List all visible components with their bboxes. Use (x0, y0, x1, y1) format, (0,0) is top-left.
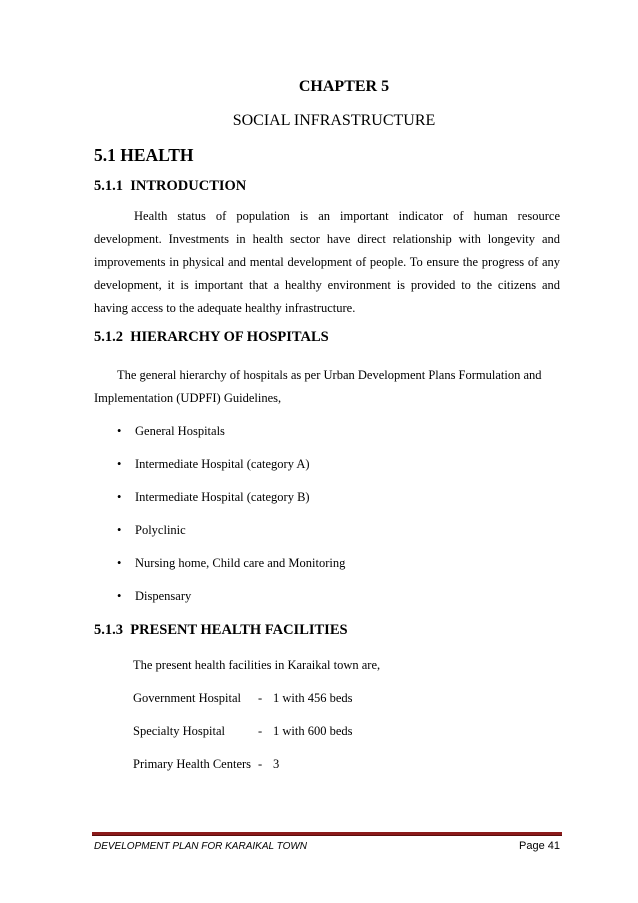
list-item: Dispensary (135, 589, 192, 603)
list-item: Intermediate Hospital (category B) (135, 490, 310, 504)
bullet-icon: • (117, 589, 122, 603)
section-heading-health: 5.1 HEALTH (94, 145, 194, 165)
chapter-number: CHAPTER 5 (298, 78, 390, 95)
bullet-icon: • (117, 424, 122, 438)
facility-value: 1 with 456 beds (273, 691, 353, 705)
bullet-icon: • (117, 490, 122, 504)
bullet-icon: • (117, 556, 122, 570)
bullet-icon: • (117, 523, 122, 537)
introduction-paragraph (94, 205, 560, 320)
list-item: Intermediate Hospital (category A) (135, 457, 310, 471)
introduction-text: Health status of population is an important indicator of human resource development. Investments in health sector have direct relationship with longevity and improvements in physical and mental development of people. To ensure the progress of any development, it is important that a healthy environment is provided to the citizens and having access to the adequate healthy infrastructure. (94, 209, 560, 315)
heading-introduction: 5.1.1 INTRODUCTION (94, 178, 247, 194)
facility-dash: - (258, 691, 263, 705)
chapter-title: SOCIAL INFRASTRUCTURE (232, 112, 436, 129)
heading-present-facilities: 5.1.3 PRESENT HEALTH FACILITIES (94, 622, 348, 638)
list-item: Polyclinic (135, 523, 186, 537)
facility-value: 3 (273, 757, 280, 771)
facility-name: Government Hospital (133, 691, 241, 705)
footer-divider (92, 832, 562, 836)
footer-page-number: Page 41 (519, 840, 560, 852)
hierarchy-intro-line-2: Implementation (UDPFI) Guidelines, (94, 391, 282, 405)
facility-name: Primary Health Centers (133, 757, 252, 771)
facility-dash: - (258, 724, 263, 738)
list-item: Nursing home, Child care and Monitoring (135, 556, 346, 570)
footer-document-title: DEVELOPMENT PLAN FOR KARAIKAL TOWN (94, 841, 308, 852)
list-item: General Hospitals (135, 424, 225, 438)
present-facilities-intro: The present health facilities in Karaikal town are, (133, 658, 381, 672)
hierarchy-intro-line-1: The general hierarchy of hospitals as per Urban Development Plans Formulation and (117, 368, 542, 382)
facility-value: 1 with 600 beds (273, 724, 353, 738)
facility-name: Specialty Hospital (133, 724, 225, 738)
bullet-icon: • (117, 457, 122, 471)
heading-hierarchy: 5.1.2 HIERARCHY OF HOSPITALS (94, 329, 329, 345)
facility-dash: - (258, 757, 263, 771)
